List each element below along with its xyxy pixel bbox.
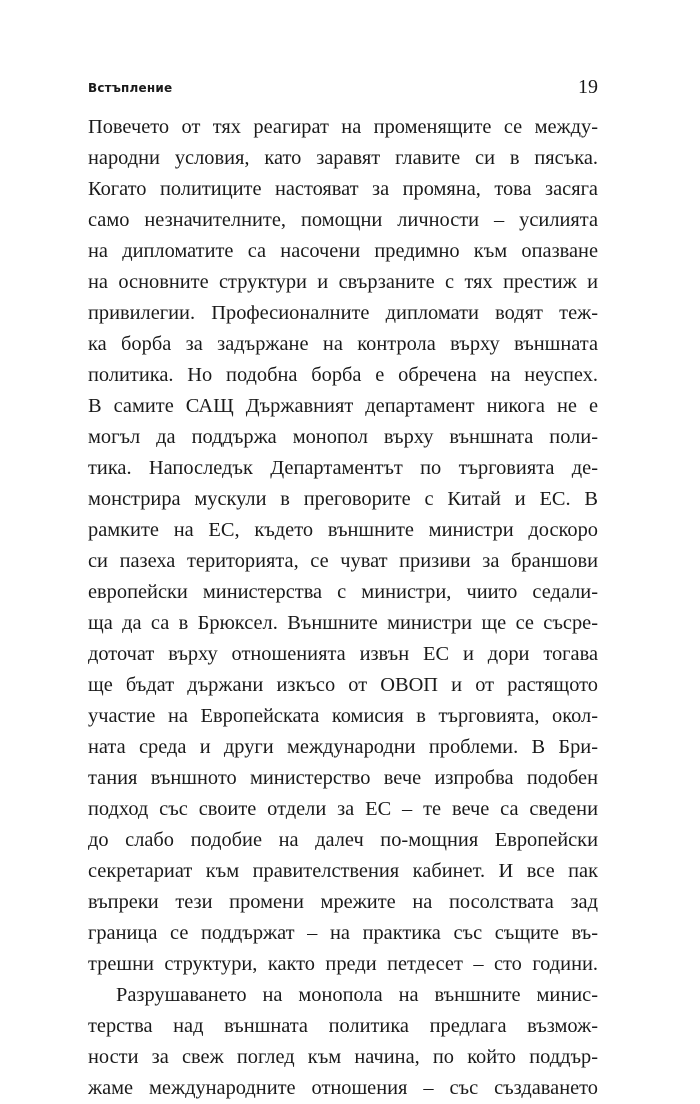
text-line: европейски министерства с министри, чиито седали-	[88, 581, 598, 603]
text-line: до слабо подобие на далеч по-мощния Европейски	[88, 829, 598, 851]
text-line: граница се поддържат – на практика със същите въ-	[88, 922, 598, 944]
text-line: привилегии. Професионалните дипломати водят теж-	[88, 302, 598, 324]
page-number: 19	[578, 76, 598, 98]
text-line: тика. Напоследък Департаментът по търговията де-	[88, 457, 598, 479]
text-line: народни условия, като заравят главите си в пясъка.	[88, 147, 598, 169]
text-line: терства над външната политика предлага възмож-	[88, 1015, 598, 1037]
paragraph	[88, 980, 598, 1104]
text-line: жаме международните отношения – със създаването	[88, 1077, 598, 1099]
text-line: рамките на ЕС, където външните министри доскоро	[88, 519, 598, 541]
text-line: монстрира мускули в преговорите с Китай и ЕС. В	[88, 488, 598, 510]
text-line: могъл да поддържа монопол върху външната поли-	[88, 426, 598, 448]
text-line: секретариат към правителствения кабинет. И все пак	[88, 860, 598, 882]
text-line: въпреки тези промени мрежите на посолствата зад	[88, 891, 598, 913]
text-line: си пазеха територията, се чуват призиви за браншови	[88, 550, 598, 572]
text-line: доточат върху отношенията извън ЕС и дори тогава	[88, 643, 598, 665]
running-head	[88, 78, 598, 102]
text-line: на основните структури и свързаните с тях престиж и	[88, 271, 598, 293]
text-line: политика. Но подобна борба е обречена на неуспех.	[88, 364, 598, 386]
text-line: трешни структури, както преди петдесет – сто години.	[88, 953, 598, 975]
text-line: на дипломатите са насочени предимно към опазване	[88, 240, 598, 262]
body-text	[88, 112, 598, 1104]
text-line: ната среда и други международни проблеми. В Бри-	[88, 736, 598, 758]
text-line: тания външното министерство вече изпробва подобен	[88, 767, 598, 789]
paragraph	[88, 112, 598, 980]
text-line: ности за свеж поглед към начина, по който поддър-	[88, 1046, 598, 1068]
text-line: ще бъдат държани изкъсо от ОВОП и от растящото	[88, 674, 598, 696]
text-line: Разрушаването на монопола на външните минис-	[116, 984, 598, 1006]
text-line: Повечето от тях реагират на променящите се между-	[88, 116, 598, 138]
text-line: Когато политиците настояват за промяна, това засяга	[88, 178, 598, 200]
text-line: само незначителните, помощни личности – усилията	[88, 209, 598, 231]
chapter-title: Встъпление	[88, 81, 173, 95]
text-line: В самите САЩ Държавният департамент никога не е	[88, 395, 598, 417]
text-line: подход със своите отдели за ЕС – те вече са сведени	[88, 798, 598, 820]
text-line: ща да са в Брюксел. Външните министри ще се съсре-	[88, 612, 598, 634]
text-line: участие на Европейската комисия в търговията, окол-	[88, 705, 598, 727]
text-line: ка борба за задържане на контрола върху външната	[88, 333, 598, 355]
